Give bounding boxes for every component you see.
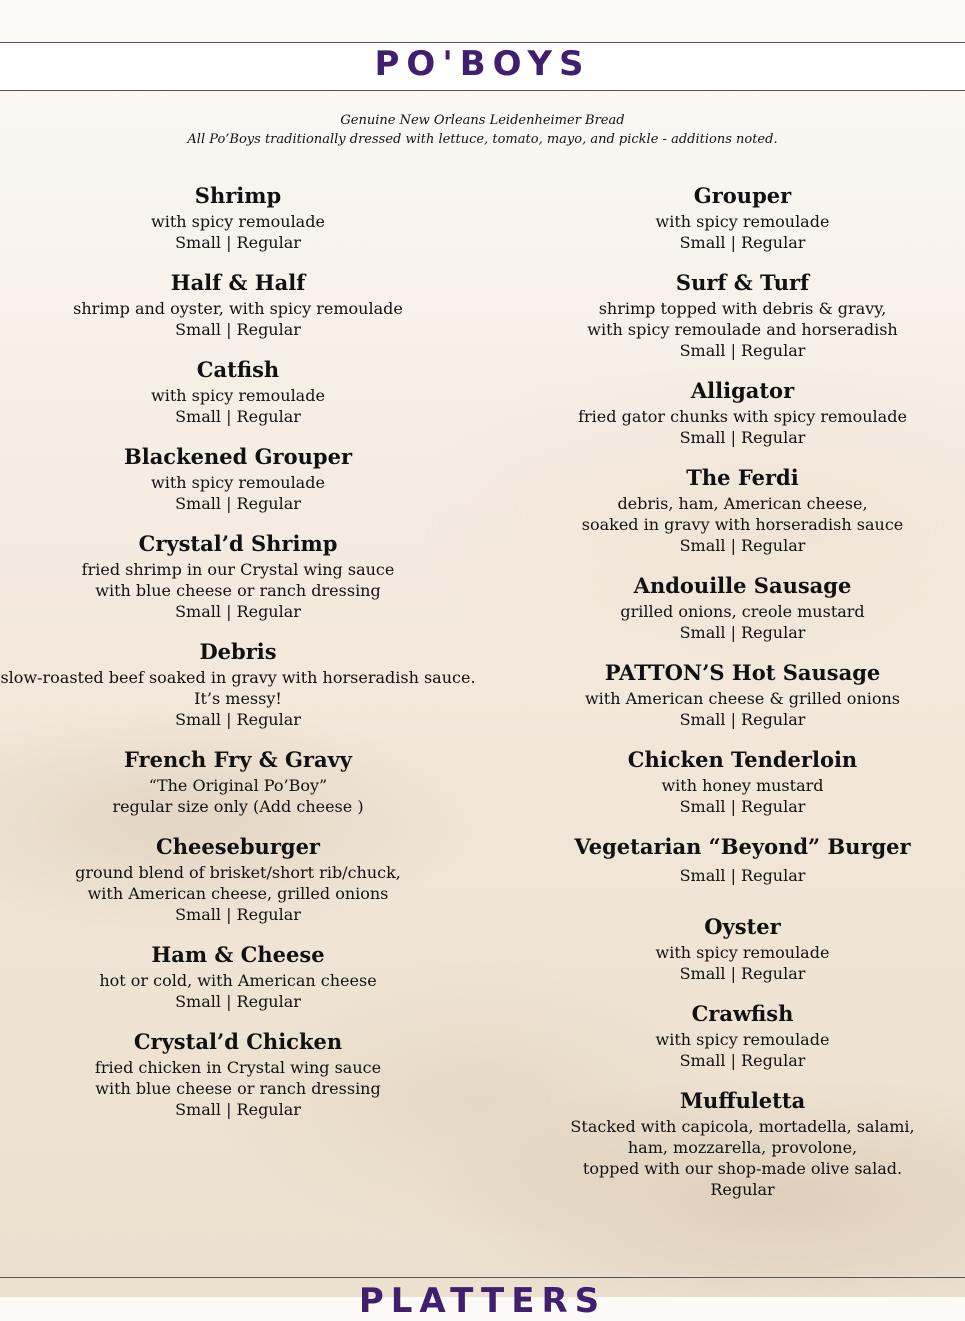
menu-item xyxy=(0,442,476,514)
menu-item-sizes: Small | Regular xyxy=(175,905,301,924)
menu-item-description: ground blend of brisket/short rib/chuck, xyxy=(75,863,401,882)
menu-item-description: with spicy remoulade xyxy=(655,943,830,962)
menu-item-description: fried gator chunks with spicy remoulade xyxy=(578,407,907,426)
menu-item-description: Stacked with capicola, mortadella, salami, xyxy=(570,1117,915,1136)
menu-item-description: with spicy remoulade and horseradish xyxy=(587,320,898,339)
menu-item-description: with spicy remoulade xyxy=(655,1030,830,1049)
menu-item xyxy=(0,181,476,253)
menu-item-description: with spicy remoulade xyxy=(151,386,325,405)
menu-item-description: regular size only (Add cheese ) xyxy=(112,797,364,816)
menu-item-description: “The Original Po’Boy” xyxy=(148,776,328,795)
menu-item-description: fried chicken in Crystal wing sauce xyxy=(94,1058,382,1077)
menu-item-description: with spicy remoulade xyxy=(151,473,325,492)
bottom-divider xyxy=(0,1277,965,1278)
menu-item-description: with spicy remoulade xyxy=(655,212,830,231)
menu-item-description: with American cheese, grilled onions xyxy=(87,884,389,903)
menu-item xyxy=(490,658,965,730)
menu-item-description: with American cheese & grilled onions xyxy=(584,689,901,708)
menu-item-description: grilled onions, creole mustard xyxy=(620,602,865,621)
menu-item xyxy=(490,999,965,1071)
section-title: PO'BOYS xyxy=(374,44,591,84)
dressed-note: All Po’Boys traditionally dressed with lettuce, tomato, mayo, and pickle - additions noted. xyxy=(187,132,778,147)
menu-item-name: Surf & Turf xyxy=(675,270,810,295)
menu-item xyxy=(490,571,965,643)
menu-item-name: Cheeseburger xyxy=(155,834,320,859)
menu-item-description: soaked in gravy with horseradish sauce xyxy=(581,515,904,534)
menu-item-sizes: Small | Regular xyxy=(679,341,806,360)
menu-item-description: fried shrimp in our Crystal wing sauce xyxy=(81,560,395,579)
menu-item xyxy=(490,1086,965,1200)
menu-item xyxy=(0,355,476,427)
menu-item-name: Catfish xyxy=(196,357,280,382)
next-section-title: PLATTERS xyxy=(358,1281,607,1321)
menu-item xyxy=(0,637,476,730)
menu-item-name: Grouper xyxy=(693,183,792,208)
menu-item-sizes: Small | Regular xyxy=(175,320,301,339)
menu-item xyxy=(0,745,476,817)
menu-item-description: with blue cheese or ranch dressing xyxy=(95,1079,381,1098)
menu-item xyxy=(490,912,965,984)
menu-item-description: with spicy remoulade xyxy=(151,212,325,231)
menu-item xyxy=(490,463,965,556)
menu-item-description: with blue cheese or ranch dressing xyxy=(95,581,381,600)
menu-item-sizes: Small | Regular xyxy=(679,710,806,729)
menu-item-sizes: Small | Regular xyxy=(679,797,806,816)
menu-item-sizes: Regular xyxy=(710,1180,775,1199)
menu-item-name: PATTON’S Hot Sausage xyxy=(604,660,881,685)
menu-item-name: Andouille Sausage xyxy=(633,573,852,598)
menu-item xyxy=(0,1027,476,1120)
menu-item-description: topped with our shop-made olive salad. xyxy=(582,1159,903,1178)
menu-item-name: The Ferdi xyxy=(686,465,799,490)
menu-item-sizes: Small | Regular xyxy=(175,710,301,729)
menu-item-name: Crawfish xyxy=(691,1001,794,1026)
bread-note: Genuine New Orleans Leidenheimer Bread xyxy=(340,113,625,128)
menu-item-sizes: Small | Regular xyxy=(679,536,806,555)
menu-item-sizes: Small | Regular xyxy=(679,623,806,642)
menu-item-description: with honey mustard xyxy=(661,776,824,795)
menu-item-name: Vegetarian “Beyond” Burger xyxy=(574,834,911,859)
menu-item-sizes: Small | Regular xyxy=(175,407,301,426)
menu-item-sizes: Small | Regular xyxy=(679,964,806,983)
menu-item-name: Half & Half xyxy=(170,270,306,295)
menu-item-description: debris, ham, American cheese, xyxy=(617,494,868,513)
menu-item-description: shrimp topped with debris & gravy, xyxy=(598,299,887,318)
menu-item-name: Alligator xyxy=(690,378,795,403)
menu-item xyxy=(490,745,965,817)
menu-item-sizes: Small | Regular xyxy=(679,1051,806,1070)
menu-item-description: slow-roasted beef soaked in gravy with horseradish sauce. xyxy=(0,668,476,687)
menu-item-sizes: Small | Regular xyxy=(679,428,806,447)
menu-item xyxy=(0,268,476,340)
menu-item-sizes: Small | Regular xyxy=(175,992,301,1011)
menu-item-name: Muffuletta xyxy=(679,1088,806,1113)
menu-item-name: French Fry & Gravy xyxy=(124,747,352,772)
right-menu-column xyxy=(490,181,965,1215)
menu-item xyxy=(490,181,965,253)
menu-item-name: Crystal’d Shrimp xyxy=(138,531,338,556)
left-menu-column xyxy=(0,181,476,1135)
menu-item xyxy=(0,832,476,925)
menu-item-sizes: Small | Regular xyxy=(679,866,806,885)
menu-item xyxy=(0,529,476,622)
menu-item-sizes: Small | Regular xyxy=(175,602,301,621)
menu-item xyxy=(0,940,476,1012)
menu-item-name: Ham & Cheese xyxy=(151,942,325,967)
menu-item xyxy=(490,268,965,361)
menu-item-sizes: Small | Regular xyxy=(175,233,301,252)
menu-item-sizes: Small | Regular xyxy=(679,233,806,252)
menu-item-name: Crystal’d Chicken xyxy=(133,1029,343,1054)
menu-item-description: ham, mozzarella, provolone, xyxy=(627,1138,858,1157)
top-divider xyxy=(0,42,965,43)
menu-item-name: Blackened Grouper xyxy=(123,444,353,469)
menu-item-description: shrimp and oyster, with spicy remoulade xyxy=(73,299,403,318)
menu-item-description: It’s messy! xyxy=(194,689,282,708)
menu-item-name: Shrimp xyxy=(194,183,282,208)
header-divider xyxy=(0,90,965,91)
menu-item-name: Debris xyxy=(199,639,277,664)
menu-item xyxy=(490,376,965,448)
menu-item-name: Chicken Tenderloin xyxy=(627,747,858,772)
menu-item-sizes: Small | Regular xyxy=(175,1100,301,1119)
menu-item xyxy=(490,832,965,886)
menu-item-description: hot or cold, with American cheese xyxy=(99,971,377,990)
menu-item-sizes: Small | Regular xyxy=(175,494,301,513)
menu-item-name: Oyster xyxy=(704,914,781,939)
